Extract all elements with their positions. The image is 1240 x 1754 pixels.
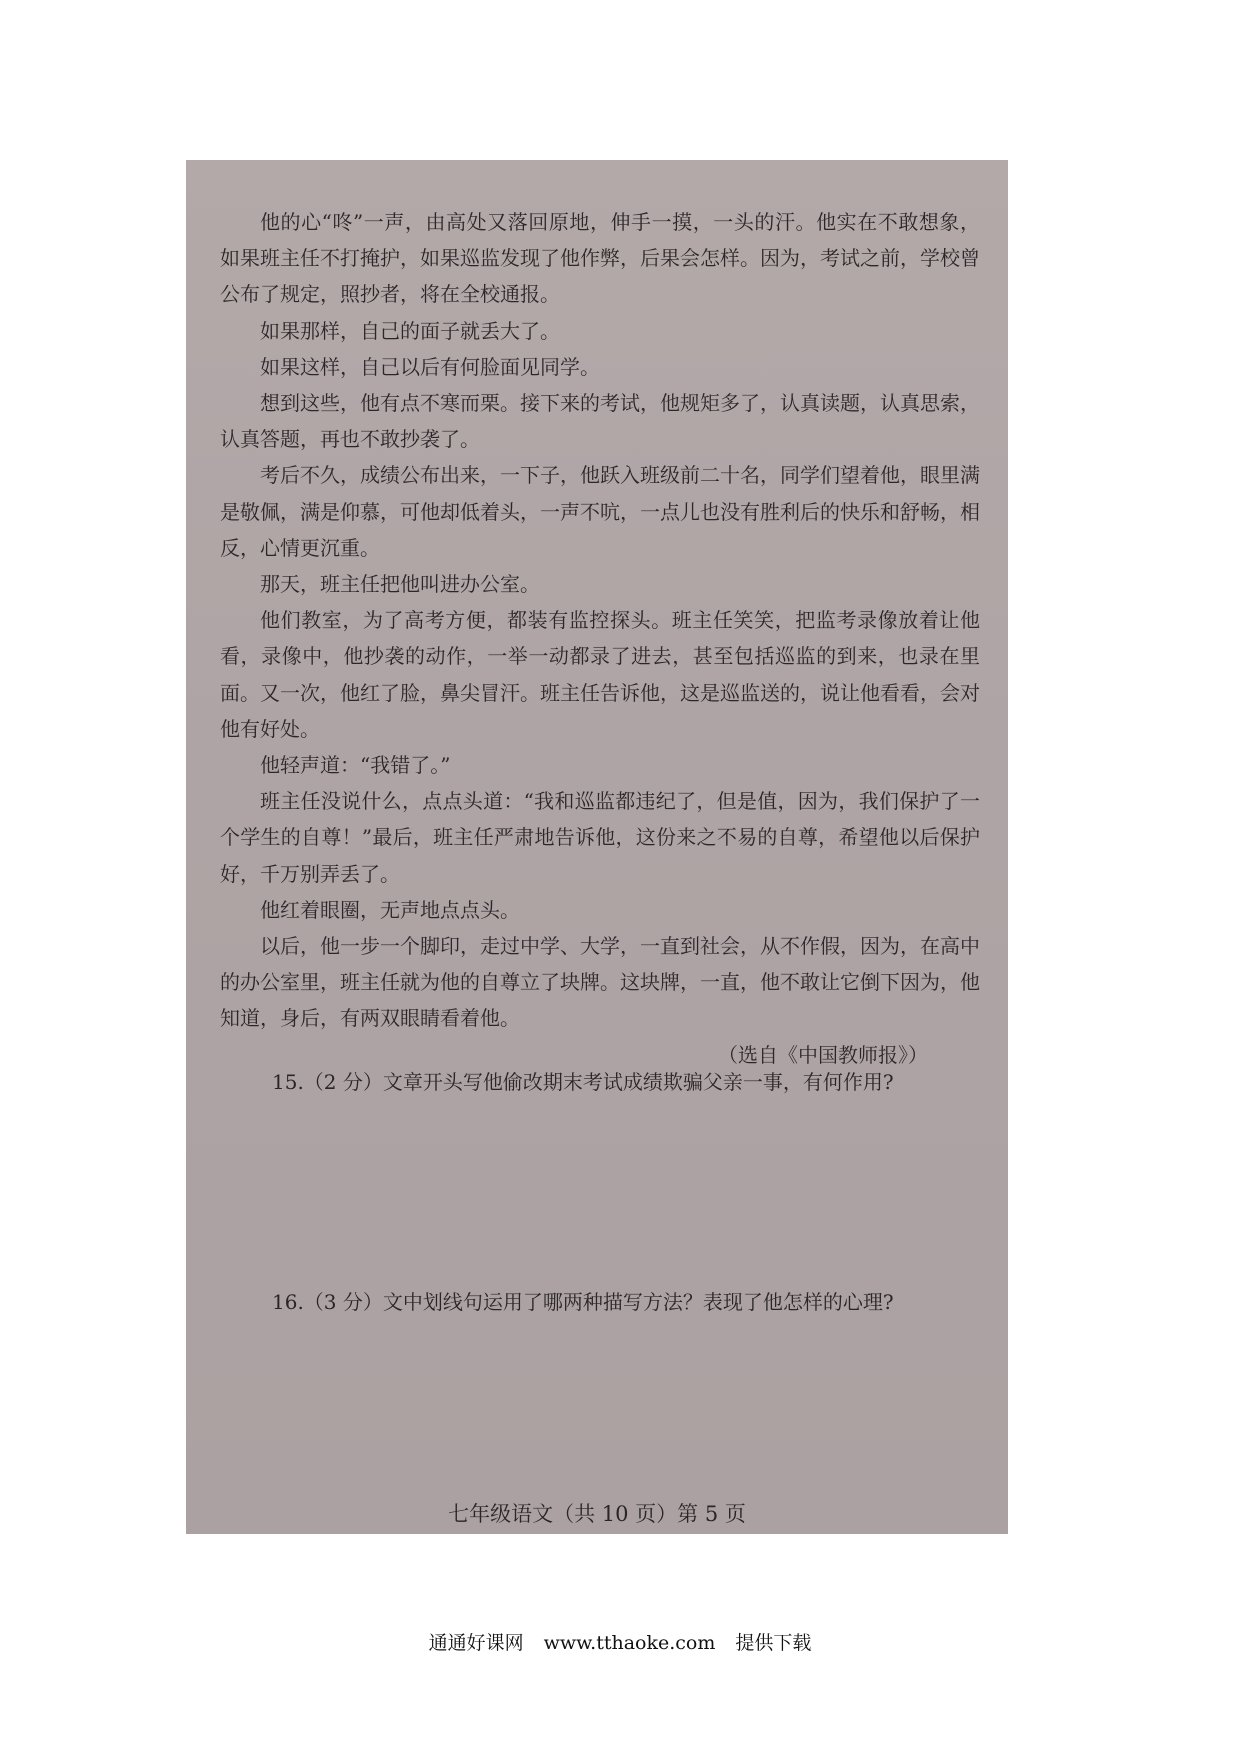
- download-watermark: [0, 1628, 1240, 1655]
- reading-passage: [220, 204, 980, 1073]
- watermark-site-name: 通通好课网: [428, 1632, 524, 1654]
- watermark-url[interactable]: www.tthaoke.com: [543, 1632, 716, 1654]
- passage-source: （选自《中国教师报》）: [718, 1042, 928, 1067]
- passage-paragraph: 以后，他一步一个脚印，走过中学、大学，一直到社会，从不作假，因为，在高中的办公室里，班主任就为他的自尊立了块牌。这块牌，一直，他不敢让它倒下因为，他知道，身后，有两双眼睛看着他。: [220, 934, 980, 1031]
- scanned-exam-page: [186, 160, 1008, 1534]
- question-16: 16.（3 分）文中划线句运用了哪两种描写方法？表现了他怎样的心理?: [272, 1290, 894, 1314]
- passage-paragraph: 他们教室，为了高考方便，都装有监控探头。班主任笑笑，把监考录像放着让他看，录像中，他抄袭的动作，一举一动都录了进去，甚至包括巡监的到来，也录在里面。又一次，他红了脸，鼻尖冒汗。班主任告诉他，这是巡监送的，说让他看看，会对他有好处。: [220, 608, 980, 741]
- passage-paragraph: 想到这些，他有点不寒而栗。接下来的考试，他规矩多了，认真读题，认真思索，认真答题，再也不敢抄袭了。: [220, 391, 980, 452]
- passage-paragraph: 他轻声道：“我错了。”: [260, 753, 451, 778]
- passage-paragraph: 他红着眼圈，无声地点点头。: [260, 897, 520, 922]
- passage-paragraph: 那天，班主任把他叫进办公室。: [260, 572, 540, 597]
- watermark-suffix: 提供下载: [735, 1632, 812, 1654]
- page-footer: 七年级语文（共 10 页）第 5 页: [448, 1502, 746, 1526]
- passage-paragraph: 他的心“咚”一声，由高处又落回原地，伸手一摸，一头的汗。他实在不敢想象，如果班主任不打掩护，如果巡监发现了他作弊，后果会怎样。因为，考试之前，学校曾公布了规定，照抄者，将在全校通报。: [220, 210, 980, 307]
- question-15: 15.（2 分）文章开头写他偷改期末考试成绩欺骗父亲一事，有何作用?: [272, 1070, 894, 1094]
- passage-paragraph: 如果那样，自己的面子就丢大了。: [260, 318, 560, 343]
- passage-paragraph: 如果这样，自己以后有何脸面见同学。: [260, 354, 600, 379]
- passage-paragraph: 考后不久，成绩公布出来，一下子，他跃入班级前二十名，同学们望着他，眼里满是敬佩，满是仰慕，可他却低着头，一声不吭，一点儿也没有胜利后的快乐和舒畅，相反，心情更沉重。: [220, 463, 980, 560]
- passage-paragraph: 班主任没说什么，点点头道：“我和巡监都违纪了，但是值，因为，我们保护了一个学生的自尊！”最后，班主任严肃地告诉他，这份来之不易的自尊，希望他以后保护好，千万别弄丢了。: [220, 789, 980, 886]
